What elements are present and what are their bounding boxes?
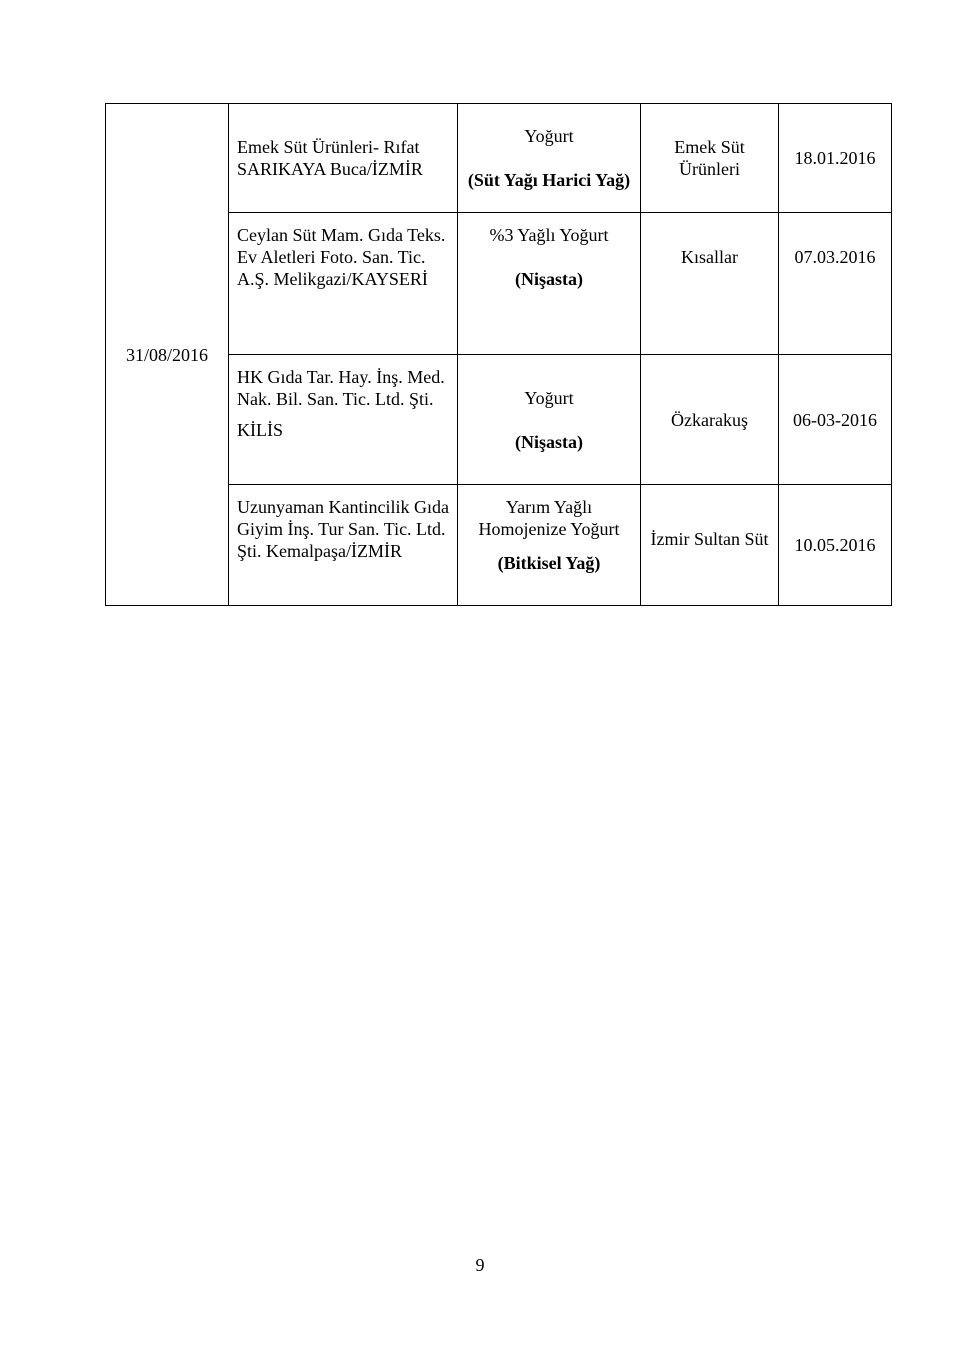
product-name: Yoğurt [524,126,574,146]
brand-name: Emek Süt Ürünleri [674,137,745,179]
production-date: 07.03.2016 [794,247,876,267]
brand-name: İzmir Sultan Süt [650,529,769,549]
brand-cell [641,485,779,606]
brand-cell [641,104,779,213]
company-name: Ceylan Süt Mam. Gıda Teks. Ev Aletleri Foto. San. Tic. A.Ş. Melikgazi/KAYSERİ [237,225,446,289]
brand-name: Özkarakuş [671,409,748,430]
product-cell [458,104,641,213]
finding-text: (Bitkisel Yağ) [497,553,601,573]
product-name: Yarım Yağlı Homojenize Yoğurt [478,497,620,539]
production-date: 06-03-2016 [793,409,877,430]
finding-text: (Nişasta) [515,431,583,452]
production-date: 18.01.2016 [794,148,876,168]
product-cell [458,355,641,485]
product-cell [458,213,641,355]
production-date: 10.05.2016 [794,535,876,555]
company-name: HK Gıda Tar. Hay. İnş. Med. Nak. Bil. San. Tic. Ltd. Şti. [237,367,445,409]
product-name: Yoğurt [524,387,574,408]
company-name: Uzunyaman Kantincilik Gıda Giyim İnş. Tur San. Tic. Ltd. Şti. Kemalpaşa/İZMİR [237,497,449,561]
product-name: %3 Yağlı Yoğurt [489,225,609,245]
finding-text: (Süt Yağı Harici Yağ) [467,170,631,190]
production-date-cell [779,355,892,485]
product-cell [458,485,641,606]
company-city: KİLİS [237,420,283,440]
company-cell [229,485,458,606]
company-cell [229,104,458,213]
brand-name: Kısallar [681,247,738,267]
company-name: Emek Süt Ürünleri- Rıfat SARIKAYA Buca/İZMİR [237,137,423,179]
company-cell [229,213,458,355]
production-date-cell [779,213,892,355]
brand-cell [641,355,779,485]
group-date: 31/08/2016 [125,344,208,365]
table-row [106,104,892,213]
page-number: 9 [475,1255,485,1275]
finding-text: (Nişasta) [515,269,583,289]
brand-cell [641,213,779,355]
production-date-cell [779,104,892,213]
company-cell [229,355,458,485]
group-date-cell [106,104,229,606]
records-table [105,103,892,606]
production-date-cell [779,485,892,606]
